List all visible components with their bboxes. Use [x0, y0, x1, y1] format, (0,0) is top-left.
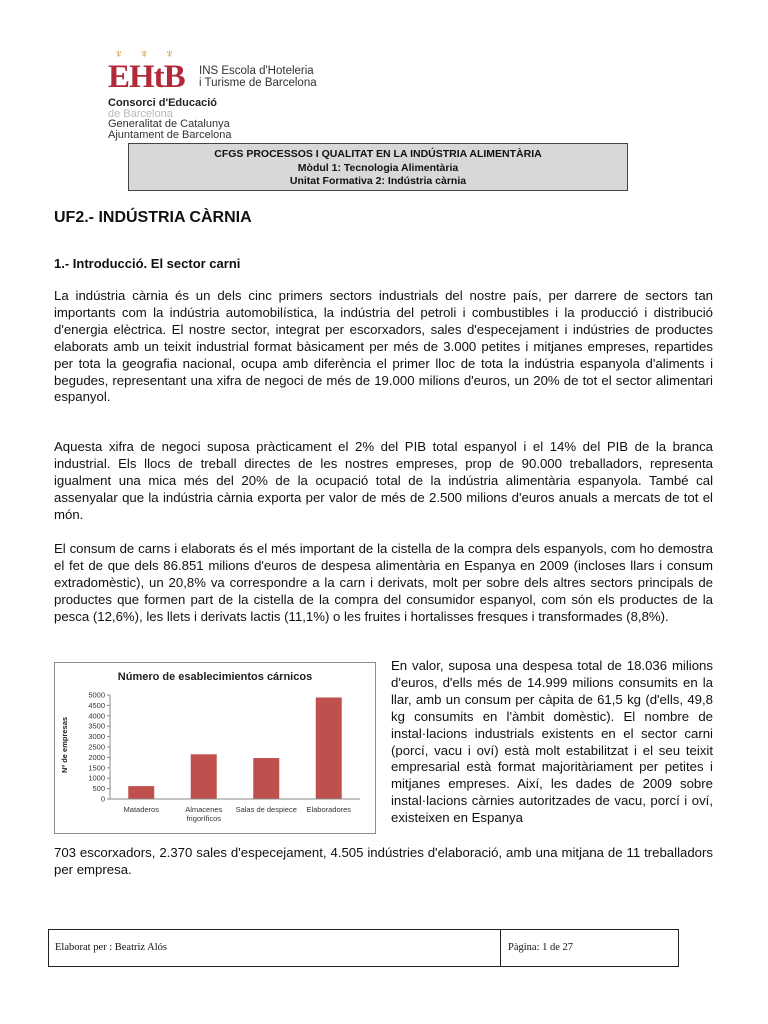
chart-title: Número de esablecimientos cárnicos [117, 671, 313, 683]
utensils-icon: ♆ ♆ ♆ [114, 46, 181, 61]
section-title: 1.- Introducció. El sector carni [54, 256, 241, 271]
chart-x-tick-label: Salas de despiece [235, 805, 297, 814]
chart-x-tick-label: Elaboradores [306, 805, 352, 814]
page-title: UF2.- INDÚSTRIA CÀRNIA [54, 209, 252, 226]
course-name: CFGS PROCESSOS I QUALITAT EN LA INDÚSTRIA ALIMENTÀRIA [214, 148, 542, 160]
chart-y-ticks [88, 691, 110, 804]
chart-y-tick-label: 1500 [88, 763, 105, 773]
chart-y-tick-label: 4500 [88, 700, 105, 710]
consorci-logo [108, 98, 232, 140]
footer-author: Elaborat per : Beatriz Alós [55, 942, 167, 953]
chart-y-tick-label: 500 [92, 784, 105, 794]
chart-y-tick-label: 0 [100, 794, 105, 804]
logo-mark: EHtB [108, 59, 185, 95]
consorci-line3: Generalitat de Catalunya [108, 118, 230, 130]
paragraph-3: El consum de carns i elaborats és el més important de la cistella de la compra dels espanyols, com ho demostra el fet de que dels 86.851 milions d'euros de despesa alimentària en Espanya en 2009 (incloses llars i consum extradomèstic), un 20,8% va correspondre a la carn i derivats, molt per sobre dels altres sectors principals de productes que formen part de la cistella de la compra del consumidor espanyol, com són els productes de la pesca (12,6%), les llets i derivats lactis (11,1%) o les fruites i hortalisses fresques i transformades (8,8%). [54, 541, 713, 624]
chart-bar [316, 697, 342, 799]
establishments-chart [54, 662, 376, 834]
page-footer [48, 929, 679, 967]
school-name [199, 65, 317, 89]
paragraph-4-continued: 703 escorxadors, 2.370 sales d'especejament, 4.505 indústries d'elaboració, amb una mitjana de 11 treballadors per empresa. [54, 845, 713, 877]
paragraph-1: La indústria càrnia és un dels cinc primers sectors industrials del nostre país, per darrere de sectors tan importants com la indústria automobilística, la indústria del petroli i combustibles i la producció i distribució d'energia elèctrica. El nostre sector, integrat per escorxadors, sales d'especejament i indústries de productes elaborats amb un teixit industrial format bàsicament per més de 3.000 petites i mitjanes empreses, repartides per tota la geografia nacional, ocupa amb diferència el primer lloc de tota la indústria espanyola d'aliments i begudes, representant una xifra de negoci de més de 19.000 milions d'euros, un 20% de tot el sector alimentari espanyol. [54, 288, 713, 405]
chart-bar [128, 786, 154, 799]
paragraph-2: Aquesta xifra de negoci suposa pràcticament el 2% del PIB total espanyol i el 14% del PIB de la branca industrial. Els llocs de treball directes de les nostres empreses, prop de 90.000 treballadors, representa igualment una mica més del 20% de la ocupació total de la indústria alimentària espanyola. També cal assenyalar que la indústria càrnia exporta per valor de més de 2.500 milions d'euros anuals a mercats de tot el món. [54, 439, 713, 522]
chart-y-tick-label: 4000 [88, 711, 105, 721]
school-name-line1: INS Escola d'Hoteleria [199, 65, 314, 77]
chart-y-axis-label: Nº de empresas [60, 716, 69, 774]
course-title-box [128, 143, 628, 191]
paragraph-4: En valor, suposa una despesa total de 18.036 milions d'euros, d'ells més de 14.999 milions consumits en la llar, amb un consum per càpita de 61,5 kg (d'ells, 49,8 kg consumits en l'àmbit domèstic). El nombre de instal·lacions industrials existents en el sector carni (porcí, vacu i oví) està molt estabilitzat i el seu teixit empresarial està format majoritàriament per petites i mitjanes empreses. Així, les dades de 2009 sobre instal·lacions càrnies autoritzades de vacu, porcí i oví, existeixen en Espanya [391, 658, 713, 826]
chart-bars [128, 697, 342, 799]
chart-y-tick-label: 2000 [88, 752, 105, 762]
unit-name: Unitat Formativa 2: Indústria càrnia [289, 175, 467, 187]
chart-x-labels [124, 805, 352, 823]
chart-y-tick-label: 3000 [88, 732, 105, 742]
consorci-line1: Consorci d'Educació [108, 97, 217, 109]
chart-y-tick-label: 3500 [88, 721, 105, 731]
footer-page-number: Pàgina: 1 de 27 [508, 942, 574, 953]
footer-author-cell [49, 930, 501, 966]
chart-x-tick-label: Almacenes [185, 805, 223, 814]
consorci-line4: Ajuntament de Barcelona [108, 128, 232, 141]
chart-x-tick-label: frigoríficos [186, 814, 222, 823]
chart-y-tick-label: 5000 [88, 690, 105, 700]
chart-x-tick-label: Mataderos [123, 805, 159, 814]
chart-y-tick-label: 1000 [88, 773, 105, 783]
consorci-line2: de Barcelona [108, 107, 173, 120]
school-name-line2: i Turisme de Barcelona [199, 77, 317, 89]
chart-svg [55, 663, 375, 833]
chart-bar [253, 758, 279, 799]
chart-y-tick-label: 2500 [88, 742, 105, 752]
module-name: Mòdul 1: Tecnologia Alimentària [297, 161, 459, 174]
chart-bar [191, 754, 217, 799]
